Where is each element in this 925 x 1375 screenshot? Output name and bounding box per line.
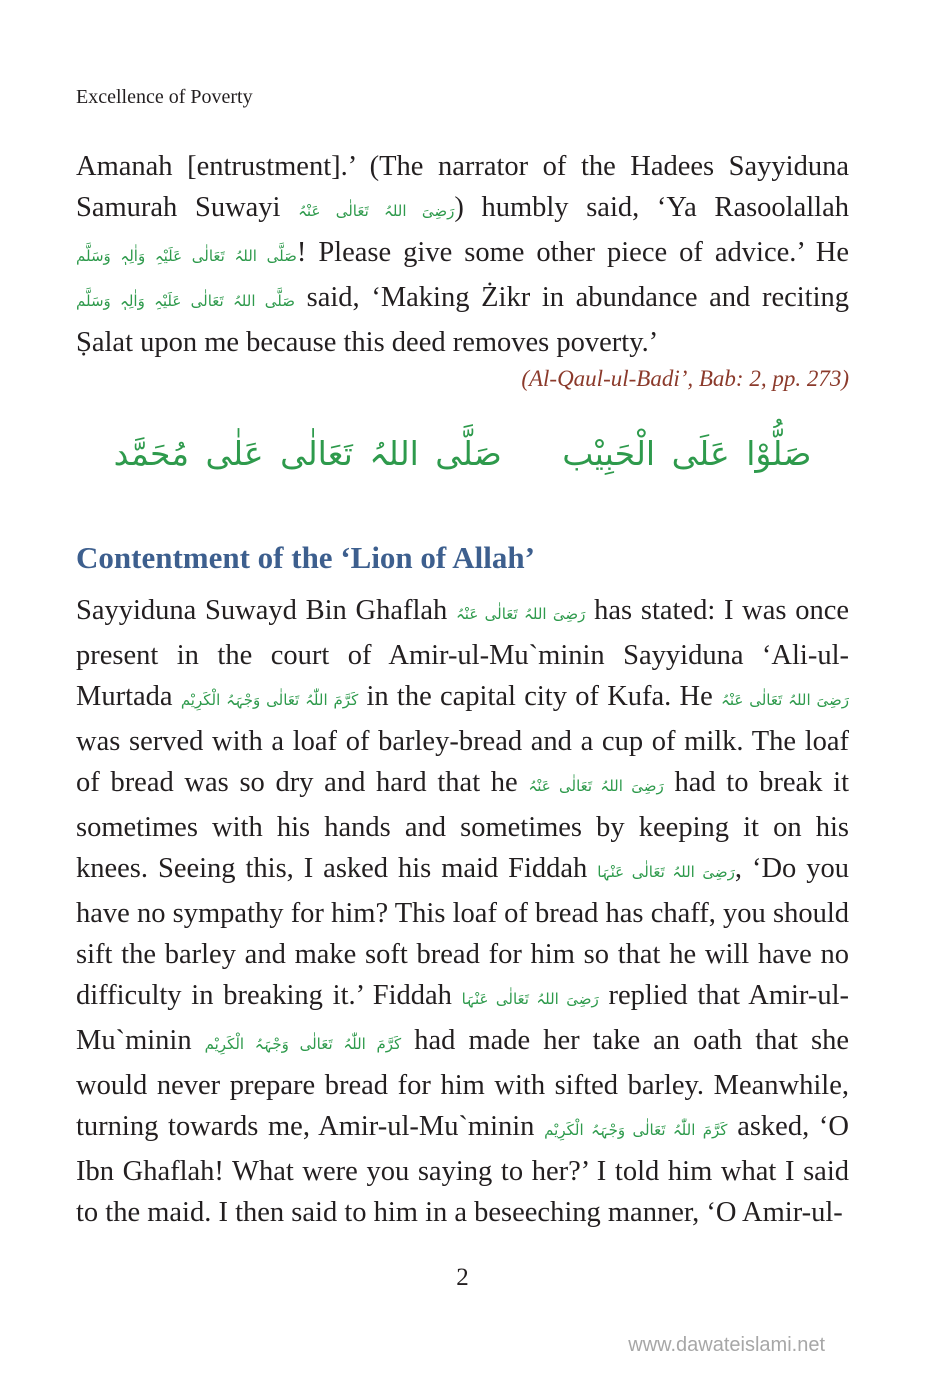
honorific-radi-anhu: رَضِیَ اللہُ تَعَالٰی عَنْہُ: [456, 605, 586, 623]
text-run: had made her take an oath that she would never prepare bread for him with sifted barley. Meanwhile, turning towards me, Amir-ul-Mu`minin: [76, 1025, 849, 1142]
text-run: asked, ‘O Ibn Ghaflah! What were you saying to her?’ I told him what I said to the maid. I then said to him in a beseeching manner, ‘O Amir-ul-: [76, 1111, 850, 1228]
text-run: Sayyiduna Suwayd Bin Ghaflah: [76, 595, 448, 626]
paragraph-narration: [76, 146, 849, 363]
durood-left: صَلَّی اللہُ تَعَالٰی عَلٰی مُحَمَّد: [113, 434, 502, 473]
section-heading: Contentment of the ‘Lion of Allah’: [76, 540, 535, 575]
text-run: had to break it sometimes with his hands and sometimes by keeping it on his knees. Seeing this, I asked his maid Fiddah: [76, 767, 849, 884]
honorific-salla: صَلَّی اللہُ تَعَالٰی عَلَیْہِ وَاٰلِہٖ وَسَلَّم: [76, 292, 295, 310]
citation: (Al-Qaul-ul-Badi’, Bab: 2, pp. 273): [521, 366, 849, 391]
text-run: has stated: I was once present in the court of Amir-ul-Mu`minin Sayyiduna ‘Ali-ul-Murtada: [76, 595, 850, 712]
paragraph-story: [76, 590, 849, 1233]
honorific-karram: کَرَّمَ اللّٰہُ تَعَالٰی وَجْہَہُ الْکَرِیْم: [180, 691, 359, 709]
text-run: said, ‘Making Żikr in abundance and reciting Ṣalat upon me because this deed removes poverty.’: [76, 282, 850, 358]
honorific-radi-anhu: رَضِیَ اللہُ تَعَالٰی عَنْہُ: [298, 202, 455, 220]
text-run: replied that Amir-ul-Mu`minin: [76, 980, 849, 1056]
durood-line: [76, 434, 849, 473]
honorific-karram: کَرَّمَ اللّٰہُ تَعَالٰی وَجْہَہُ الْکَرِیْم: [204, 1035, 402, 1053]
honorific-radi-anhu: رَضِیَ اللہُ تَعَالٰی عَنْہُ: [528, 777, 664, 795]
text-run: in the capital city of Kufa. He: [366, 681, 713, 712]
running-title: Excellence of Poverty: [76, 86, 253, 108]
text-run: ! Please give some other piece of advice.’ He: [296, 237, 850, 268]
watermark-url: www.dawateislami.net: [628, 1334, 825, 1356]
page-number: 2: [456, 1264, 469, 1291]
durood-right: صَلُّوْا عَلَی الْحَبِیْب: [562, 434, 812, 473]
honorific-radi-anha: رَضِیَ اللہُ تَعَالٰی عَنْہَا: [597, 863, 735, 881]
honorific-salla: صَلَّی اللہُ تَعَالٰی عَلَیْہِ وَاٰلِہٖ وَسَلَّم: [76, 247, 297, 265]
text-run: ) humbly said, ‘Ya Rasoolallah: [454, 192, 849, 223]
honorific-karram: کَرَّمَ اللّٰہُ تَعَالٰی وَجْہَہُ الْکَرِیْم: [544, 1121, 728, 1139]
text-run: was served with a loaf of barley-bread and a cup of milk. The loaf of bread was so dry and hard that he: [76, 726, 849, 798]
text-run: Amanah [entrustment].’ (The narrator of the Hadees Sayyiduna Samurah Suwayi: [76, 151, 849, 223]
text-run: , ‘Do you have no sympathy for him? This loaf of bread has chaff, you should sift the barley and make soft bread for him so that he will have no difficulty in breaking it.’ Fiddah: [76, 853, 849, 1011]
honorific-radi-anhu: رَضِیَ اللہُ تَعَالٰی عَنْہُ: [721, 691, 850, 709]
honorific-radi-anha: رَضِیَ اللہُ تَعَالٰی عَنْہَا: [461, 990, 599, 1008]
